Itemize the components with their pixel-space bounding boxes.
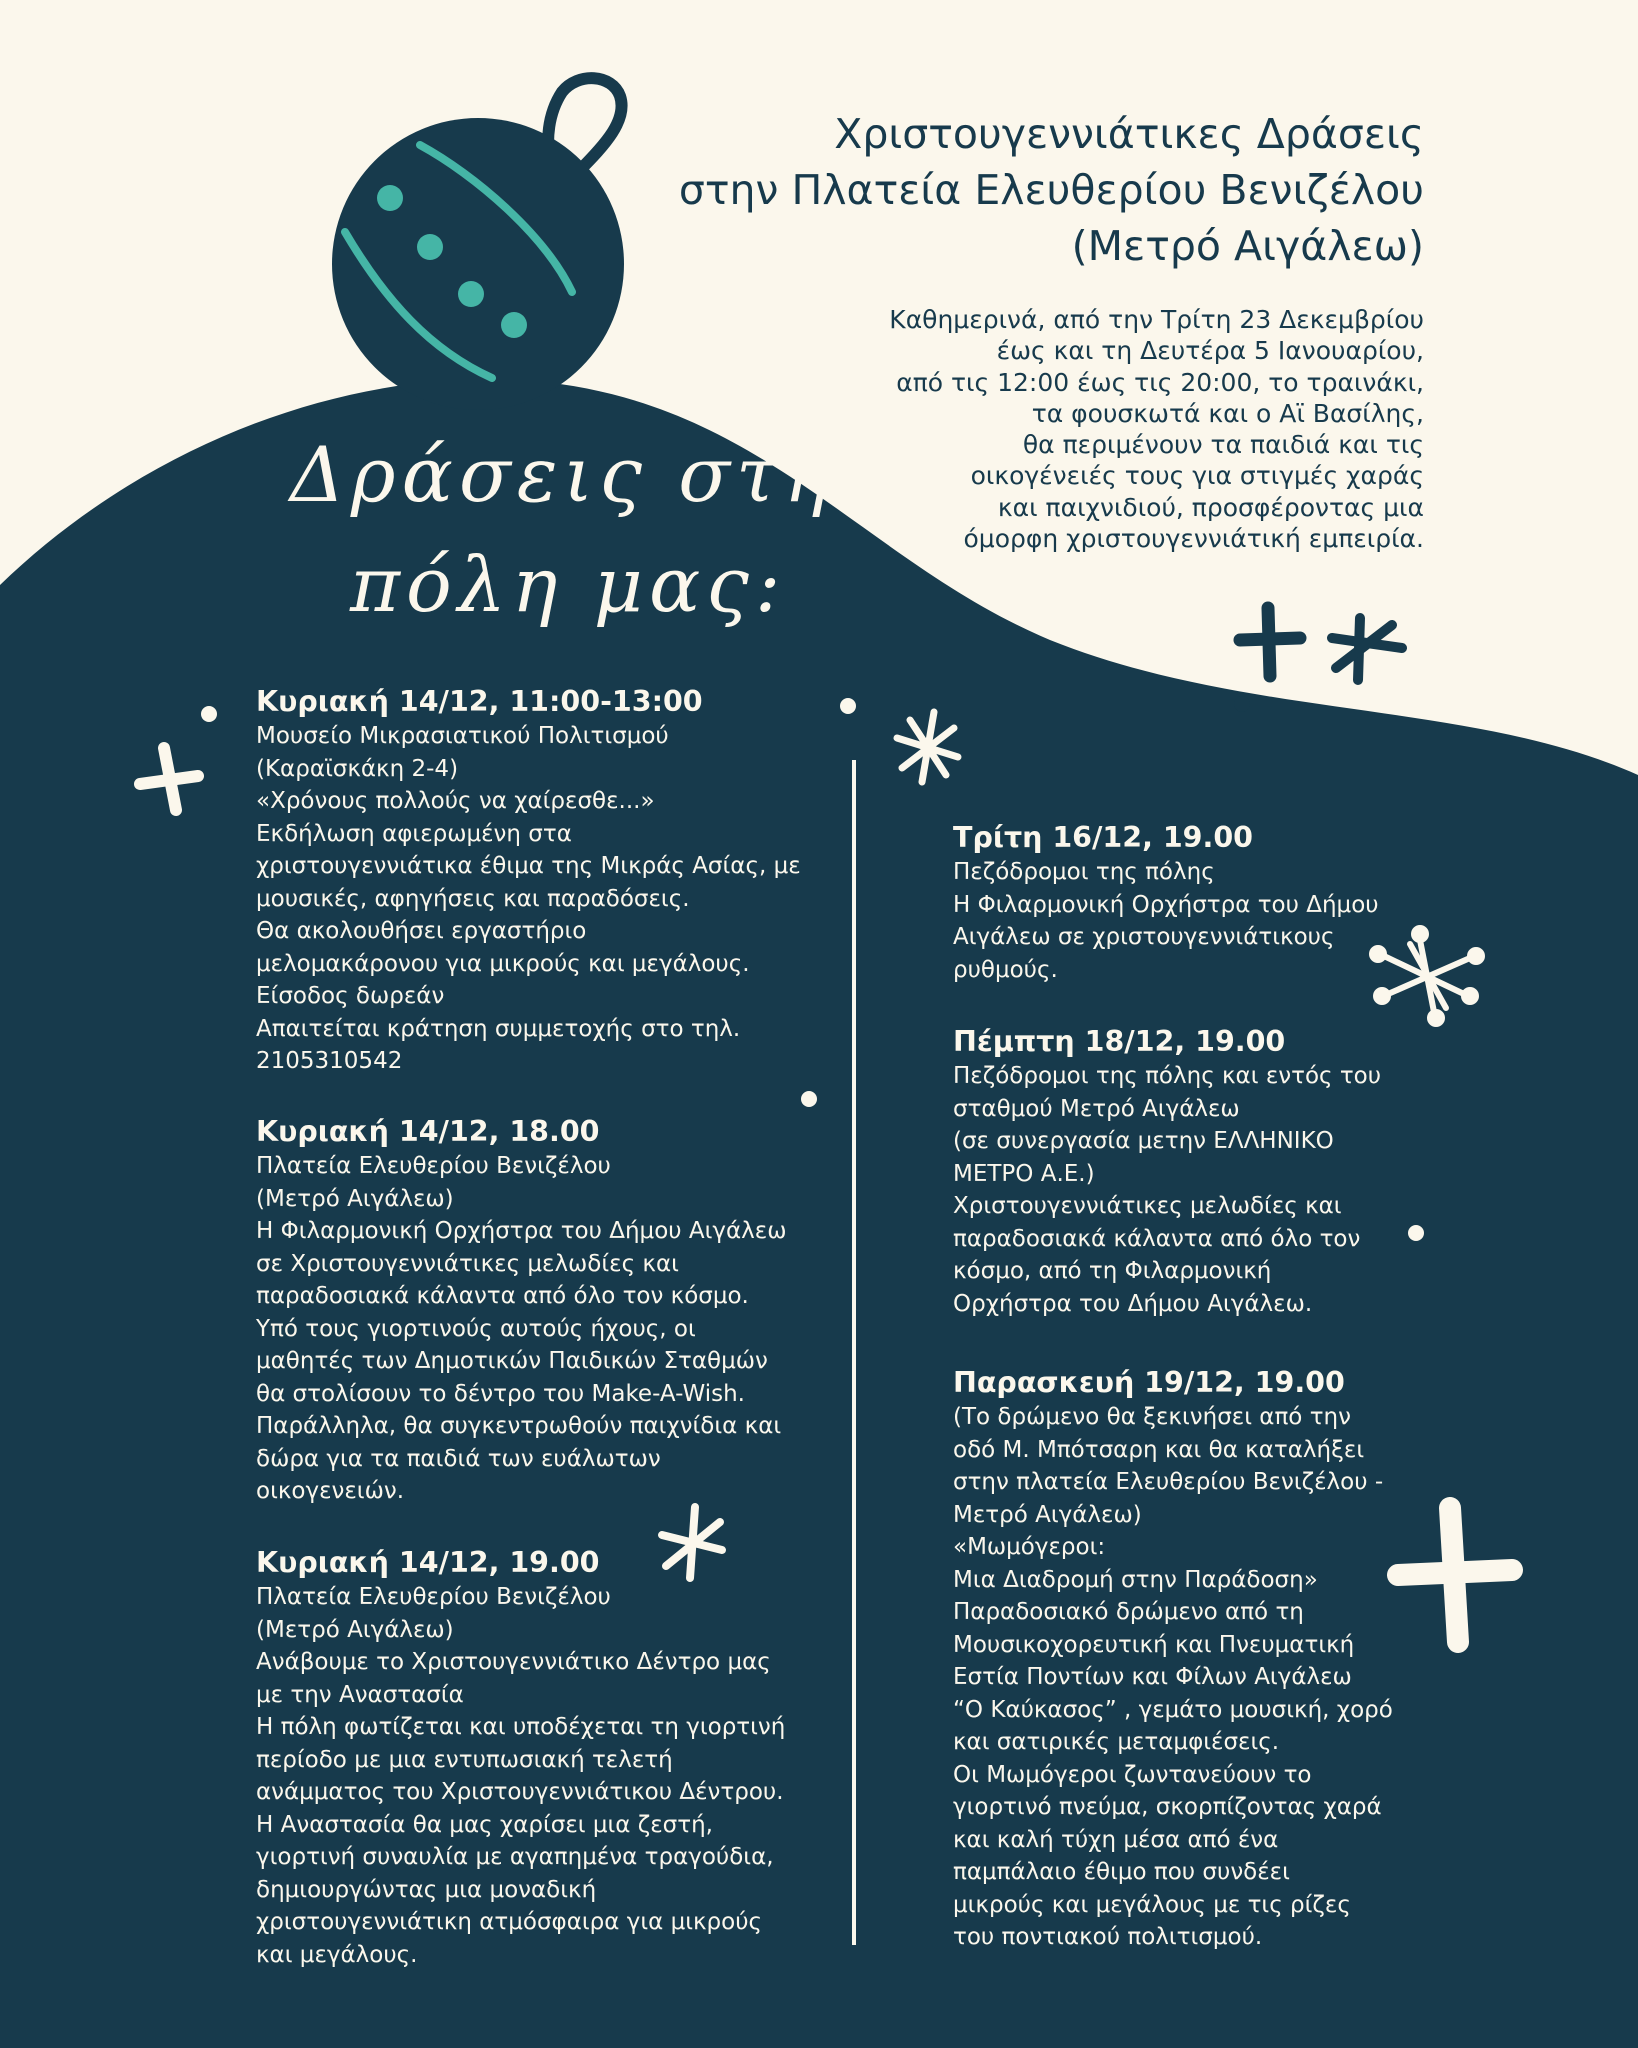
event-text-line: Θα ακολουθήσει εργαστήριο — [256, 918, 587, 944]
title-line: Χριστουγεννιάτικες Δράσεις — [834, 110, 1424, 158]
event-text-line: στην πλατεία Ελευθερίου Βενιζέλου - — [953, 1469, 1384, 1495]
event-text-line: ρυθμούς. — [953, 956, 1058, 983]
event-block — [953, 1365, 1393, 1954]
event-text-line: «Χρόνους πολλούς να χαίρεσθε...» — [256, 788, 655, 814]
event-text-line: και μεγάλους. — [256, 1941, 418, 1968]
event-date: Κυριακή 14/12, 11:00-13:00 — [256, 685, 703, 718]
event-text-line: σταθμού Μετρό Αιγάλεω — [953, 1095, 1240, 1122]
event-text-line: Η Φιλαρμονική Ορχήστρα του Δήμου Αιγάλεω — [256, 1218, 787, 1244]
event-date: Κυριακή 14/12, 18.00 — [256, 1115, 600, 1148]
event-text-line: ΜΕΤΡΟ Α.Ε.) — [953, 1160, 1095, 1187]
event-text-line: Πεζόδρομοι της πόλης — [953, 859, 1215, 885]
event-text-line: σε Χριστουγεννιάτικες μελωδίες και — [256, 1250, 679, 1277]
event-text-line: Μουσείο Μικρασιατικού Πολιτισμού — [256, 723, 669, 749]
intro-line: τα φουσκωτά και ο Αϊ Βασίλης, — [1031, 398, 1424, 428]
event-text-line: χριστουγεννιάτικα έθιμα της Μικράς Ασίας, με — [256, 853, 801, 879]
event-text-line: Εστία Ποντίων και Φίλων Αιγάλεω — [953, 1664, 1352, 1690]
dot-icon — [1408, 1225, 1424, 1241]
event-block — [256, 684, 801, 1078]
title-line: (Μετρό Αιγάλεω) — [1071, 222, 1424, 270]
event-text-line: δημιουργώντας μια μοναδική — [256, 1876, 597, 1903]
event-text-line: Η Φιλαρμονική Ορχήστρα του Δήμου — [953, 891, 1379, 918]
dot-icon — [201, 706, 217, 722]
script-heading-line: Δράσεις στην — [290, 430, 888, 519]
event-text-line: θα στολίσουν το δέντρο του Make-A-Wish. — [256, 1380, 745, 1407]
event-text-line: χριστουγεννιάτικη ατμόσφαιρα για μικρούς — [256, 1909, 763, 1935]
intro-line: θα περιμένουν τα παιδιά και τις — [1022, 430, 1424, 460]
event-block — [953, 820, 1379, 986]
event-text-line: (Μετρό Αιγάλεω) — [256, 1185, 454, 1212]
event-text-line: Η Αναστασία θα μας χαρίσει μια ζεστή, — [256, 1811, 713, 1838]
event-text-line: Μετρό Αιγάλεω) — [953, 1501, 1142, 1528]
event-text-line: Οι Μωμόγεροι ζωντανεύουν το — [953, 1761, 1312, 1788]
event-text-line: μελομακάρονου για μικρούς και μεγάλους. — [256, 950, 750, 977]
event-text-line: οικογενειών. — [256, 1478, 405, 1504]
event-date: Παρασκευή 19/12, 19.00 — [953, 1366, 1345, 1399]
dot-icon — [840, 698, 856, 714]
intro-line: έως και τη Δευτέρα 5 Ιανουαρίου, — [996, 336, 1424, 366]
event-text-line: Η πόλη φωτίζεται και υποδέχεται τη γιορτινή — [256, 1714, 786, 1740]
event-text-line: περίοδο με μια εντυπωσιακή τελετή — [256, 1746, 673, 1773]
event-text-line: (Καραϊσκάκη 2-4) — [256, 755, 459, 782]
event-text-line: και σατιρικές μεταμφιέσεις. — [953, 1729, 1280, 1755]
event-text-line: Αιγάλεω σε χριστουγεννιάτικους — [953, 924, 1335, 950]
event-block — [256, 1114, 786, 1508]
event-text-line: Παραδοσιακό δρώμενο από τη — [953, 1599, 1304, 1625]
event-text-line: παραδοσιακά κάλαντα από όλο τον — [953, 1225, 1361, 1252]
event-text-line: Υπό τους γιορτινούς αυτούς ήχους, οι — [256, 1315, 696, 1342]
event-text-line: Ορχήστρα του Δήμου Αιγάλεω. — [953, 1290, 1313, 1317]
event-text-line: γιορτινό πνεύμα, σκορπίζοντας χαρά — [953, 1794, 1382, 1820]
event-text-line: κόσμο, από τη Φιλαρμονική — [953, 1258, 1272, 1284]
intro-line: και παιχνιδιού, προσφέροντας μια — [997, 492, 1424, 522]
event-text-line: Πεζόδρομοι της πόλης και εντός του — [953, 1063, 1382, 1089]
event-block — [953, 1024, 1381, 1320]
event-text-line: παραδοσιακά κάλαντα από όλο τον κόσμο. — [256, 1283, 749, 1309]
event-text-line: “Ο Καύκασος” , γεμάτο μουσική, χορό — [953, 1696, 1393, 1723]
event-text-line: Παράλληλα, θα συγκεντρωθούν παιχνίδια και — [256, 1413, 782, 1439]
event-text-line: 2105310542 — [256, 1048, 403, 1074]
script-heading-line: πόλη μας: — [350, 540, 787, 629]
event-text-line: Είσοδος δωρεάν — [256, 983, 445, 1009]
event-text-line: Μια Διαδρομή στην Παράδοση» — [953, 1566, 1318, 1593]
event-text-line: με την Αναστασία — [256, 1681, 464, 1708]
intro-line: όμορφη χριστουγεννιάτική εμπειρία. — [963, 524, 1424, 554]
event-text-line: και καλή τύχη μέσα από ένα — [953, 1826, 1279, 1853]
event-date: Τρίτη 16/12, 19.00 — [953, 821, 1253, 854]
event-text-line: Μουσικοχορευτική και Πνευματική — [953, 1631, 1355, 1658]
event-text-line: μικρούς και μεγάλους με τις ρίζες — [953, 1891, 1351, 1918]
intro-line: οικογένειές τους για στιγμές χαράς — [970, 461, 1424, 491]
event-text-line: (Το δρώμενο θα ξεκινήσει από την — [953, 1404, 1351, 1430]
event-text-line: δώρα για τα παιδιά των ευάλωτων — [256, 1445, 661, 1472]
intro-line: από τις 12:00 έως τις 20:00, το τραινάκι, — [896, 367, 1424, 397]
event-text-line: Εκδήλωση αφιερωμένη στα — [256, 820, 572, 847]
event-date: Κυριακή 14/12, 19.00 — [256, 1546, 600, 1579]
event-text-line: γιορτινή συναυλία με αγαπημένα τραγούδια, — [256, 1844, 774, 1870]
event-text-line: Απαιτείται κράτηση συμμετοχής στο τηλ. — [256, 1015, 741, 1042]
dot-icon — [801, 1091, 817, 1107]
event-text-line: οδό Μ. Μπότσαρη και θα καταλήξει — [953, 1436, 1365, 1463]
event-text-line: Πλατεία Ελευθερίου Βενιζέλου — [256, 1584, 611, 1610]
script-heading — [290, 420, 888, 640]
event-text-line: Χριστουγεννιάτικες μελωδίες και — [953, 1193, 1342, 1219]
event-date: Πέμπτη 18/12, 19.00 — [953, 1025, 1286, 1058]
event-block — [256, 1545, 785, 1971]
intro-line: Καθημερινά, από την Τρίτη 23 Δεκεμβρίου — [889, 305, 1424, 334]
page-title — [524, 106, 1424, 274]
event-text-line: του ποντιακού πολιτισμού. — [953, 1924, 1263, 1950]
dot-icon — [1234, 696, 1250, 712]
event-text-line: «Μωμόγεροι: — [953, 1534, 1106, 1560]
event-text-line: Ανάβουμε το Χριστουγεννιάτικο Δέντρο μας — [256, 1649, 771, 1675]
event-text-line: (Μετρό Αιγάλεω) — [256, 1616, 454, 1643]
event-text-line: μαθητές των Δημοτικών Παιδικών Σταθμών — [256, 1348, 768, 1374]
event-text-line: Πλατεία Ελευθερίου Βενιζέλου — [256, 1153, 611, 1179]
event-text-line: ανάμματος του Χριστουγεννιάτικου Δέντρου. — [256, 1779, 784, 1805]
event-text-line: παμπάλαιο έθιμο που συνδέει — [953, 1859, 1290, 1885]
event-text-line: (σε συνεργασία μετην ΕΛΛΗΝΙΚΟ — [953, 1128, 1334, 1154]
title-line: στην Πλατεία Ελευθερίου Βενιζέλου — [678, 166, 1424, 214]
event-text-line: μουσικές, αφηγήσεις και παραδόσεις. — [256, 885, 690, 912]
